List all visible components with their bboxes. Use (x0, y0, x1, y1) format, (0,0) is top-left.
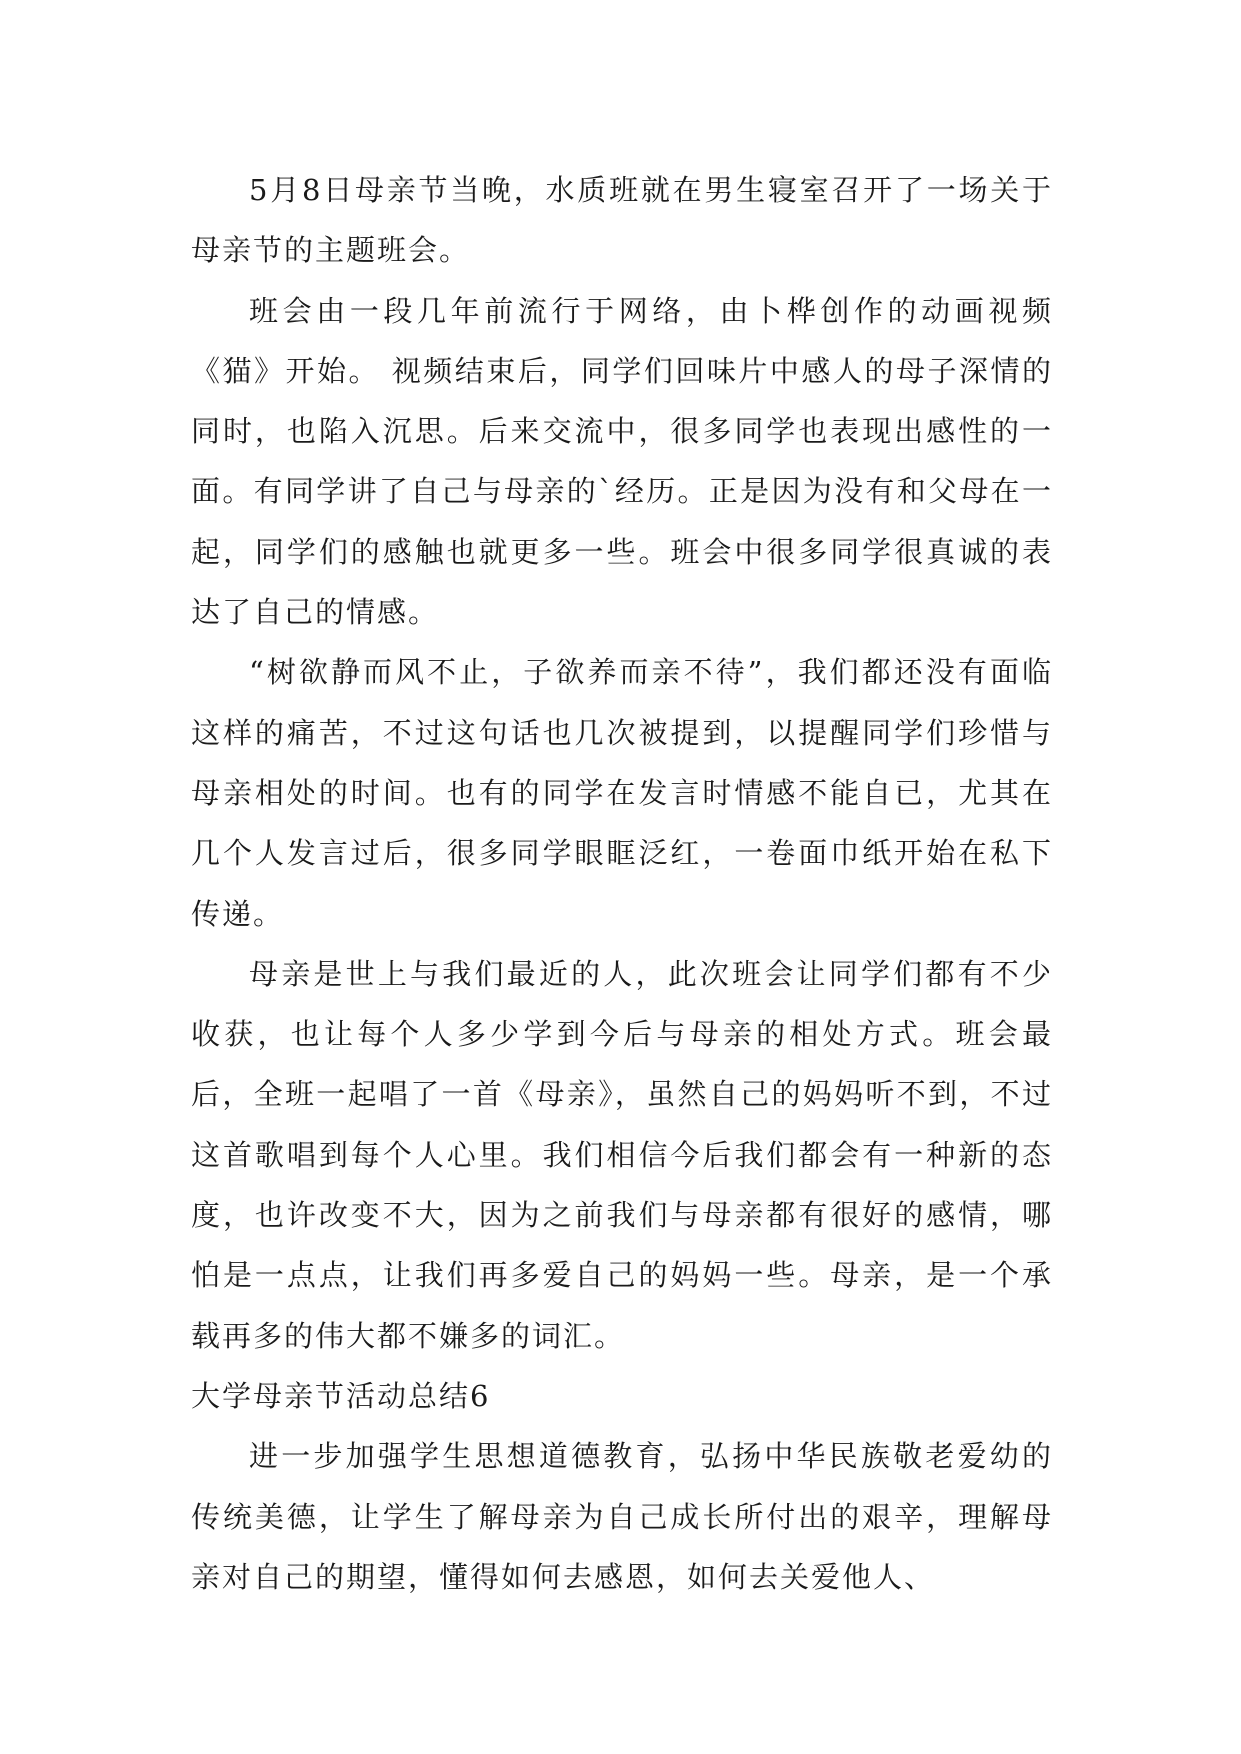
paragraph-proverb: “树欲静而风不止，子欲养而亲不待”，我们都还没有面临这样的痛苦，不过这句话也几次被提到，以提醒同学们珍惜与母亲相处的时间。也有的同学在发言时情感不能自已，尤其在几个人发言过后，很多同学眼眶泛红，一卷面巾纸开始在私下传递。 (191, 655, 1053, 931)
section-heading: 大学母亲节活动总结6 (191, 1378, 491, 1413)
paragraph-section-intro: 进一步加强学生思想道德教育，弘扬中华民族敬老爱幼的传统美德，让学生了解母亲为自己成长所付出的艰辛，理解母亲对自己的期望，懂得如何去感恩，如何去关爱他人、 (191, 1439, 1053, 1594)
document-body (191, 160, 1053, 1607)
paragraph-class-meeting-intro: 5月8日母亲节当晚，水质班就在男生寝室召开了一场关于母亲节的主题班会。 (191, 173, 1053, 268)
paragraph-video-cat: 班会由一段几年前流行于网络，由卜桦创作的动画视频《猫》开始。 视频结束后，同学们回味片中感人的母子深情的同时，也陷入沉思。后来交流中，很多同学也表现出感性的一面。有同学讲了自己与母亲的`经历。正是因为没有和父母在一起，同学们的感触也就更多一些。班会中很多同学很真诚的表达了自己的情感。 (191, 293, 1053, 630)
paragraph-conclusion: 母亲是世上与我们最近的人，此次班会让同学们都有不少收获，也让每个人多少学到今后与母亲的相处方式。班会最后，全班一起唱了一首《母亲》，虽然自己的妈妈听不到，不过这首歌唱到每个人心里。我们相信今后我们都会有一种新的态度，也许改变不大，因为之前我们与母亲都有很好的感情，哪怕是一点点，让我们再多爱自己的妈妈一些。母亲，是一个承载再多的伟大都不嫌多的词汇。 (191, 956, 1053, 1353)
